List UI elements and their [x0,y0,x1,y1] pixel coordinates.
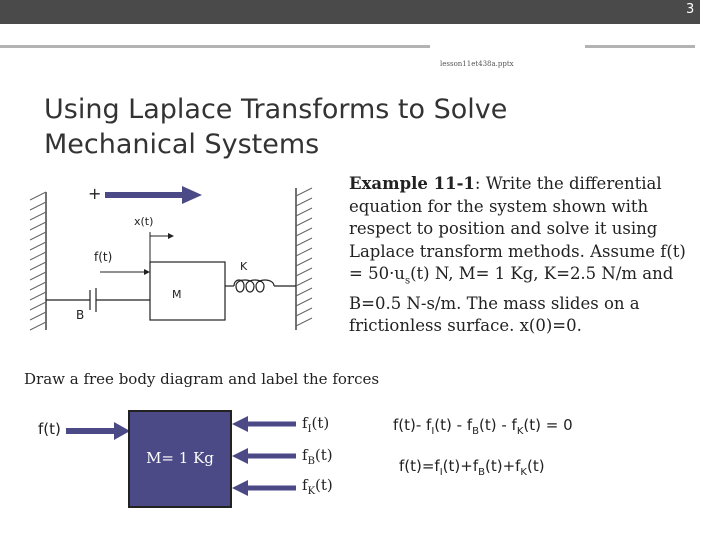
force-balance-equation: f(t)- $f_I(t) - f_B(t) - f_K(t) = 0$ [393,416,573,437]
mass-box-label: M= 1 Kg [146,449,214,467]
file-name: lesson11et438a.pptx [440,60,514,68]
example-label: Example 11-1 [349,174,475,193]
example-body-1: : Write the differential equation for the system shown with respect to position and solve it using Laplace transform methods. Assume f(t) = 50·u [349,174,686,283]
page-number: 3 [686,2,695,17]
spring-force-arrow [232,480,296,496]
damping-force-label: $f_B(t)$ [302,446,333,467]
inertial-force-label: $f_I(t)$ [302,414,330,435]
example-body-2: (t) N, M= 1 Kg, K=2.5 N/m and B=0.5 N-s/m. The mass slides on a frictionless surface. x(0)=0. [349,264,674,336]
spring-label: K [240,260,248,273]
input-force-label: f(t) [38,420,61,438]
damping-force-arrow [232,448,296,464]
plus-sign: + [88,184,102,203]
damper-label: B [76,308,85,322]
mass-label-diagram: M [172,288,182,301]
inertial-force-arrow [232,416,296,432]
x-label: x(t) [134,215,154,228]
slide-title: Using Laplace Transforms to Solve Mechanical Systems [44,94,508,160]
spring-force-label: $f_K(t)$ [302,476,333,497]
force-label-diagram: f(t) [94,250,113,264]
fbd-caption: Draw a free body diagram and label the forces [24,370,380,388]
force-sum-equation: $f(t)=f_I(t)+f_B(t)+f_K(t)$ [399,457,545,478]
example-body-sub: s [404,275,411,287]
input-force-arrow [66,422,130,440]
